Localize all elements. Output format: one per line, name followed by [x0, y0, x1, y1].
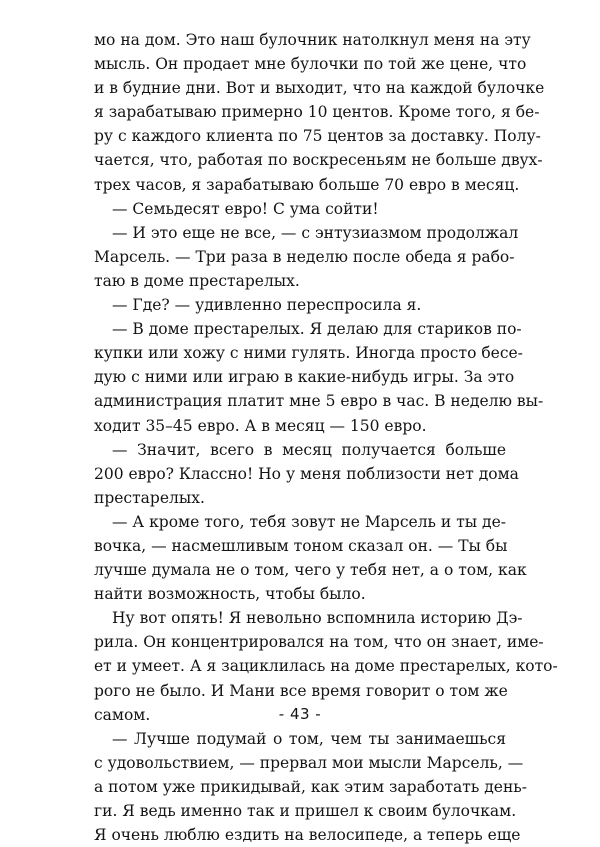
text-line: ходит 35–45 евро. А в месяц — 150 евро.	[94, 416, 427, 435]
text-line: вочка, — насмешливым тоном сказал он. — Ты бы	[94, 536, 508, 555]
text-line: а потом уже прикидывай, как этим заработать день-	[94, 777, 527, 796]
text-line: я зарабатываю примерно 10 центов. Кроме того, я бе-	[94, 103, 540, 122]
text-line: рила. Он концентрировался на том, что он знает, име-	[94, 633, 544, 652]
text-line: трех часов, я зарабатываю больше 70 евро в месяц.	[94, 175, 520, 194]
text-line: ру с каждого клиента по 75 центов за доставку. Полу-	[94, 127, 541, 146]
text-line: мо на дом. Это наш булочник натолкнул меня на эту	[94, 31, 531, 49]
text-line: дую с ними или играю в какие-нибудь игры. За это	[94, 368, 515, 387]
text-line: — А кроме того, тебя зовут не Марсель и ты де-	[112, 512, 506, 531]
text-line: Ну вот опять! Я невольно вспомнила историю Дэ-	[112, 609, 523, 628]
text-line: найти возможность, чтобы было.	[94, 585, 366, 604]
text-line: с удовольствием, — прервал мои мысли Марсель, —	[94, 753, 524, 772]
text-line: чается, что, работая по воскресеньям не больше двух-	[94, 151, 543, 170]
text-line: ги. Я ведь именно так и пришел к своим булочкам.	[94, 802, 517, 820]
text-line: 200 евро? Классно! Но у меня поблизости нет дома	[94, 464, 519, 483]
text-line: ет и умеет. А я зациклилась на доме престарелых, кото-	[94, 657, 558, 676]
text-line: — Лучше подумай о том, чем ты занимаешься	[112, 729, 506, 748]
text-line: самом.	[94, 705, 151, 724]
text-line: администрация платит мне 5 евро в час. В неделю вы-	[94, 392, 544, 411]
text-line: купки или хожу с ними гулять. Иногда просто бесе-	[94, 344, 523, 363]
page-number: - 43 -	[278, 705, 322, 723]
text-line: — Семьдесят евро! С ума сойти!	[112, 199, 379, 218]
text-line: — Значит, всего в месяц получается больше	[112, 440, 506, 459]
text-line: — Где? — удивленно переспросила я.	[112, 296, 422, 315]
text-line: рого не было. И Мани все время говорит о том же	[94, 681, 508, 700]
text-line: и в будние дни. Вот и выходит, что на каждой булочке	[94, 79, 545, 98]
text-line: Марсель. — Три раза в неделю после обеда я рабо-	[94, 247, 515, 266]
text-line: — И это еще не все, — с энтузиазмом продолжал	[112, 223, 519, 242]
text-line: Я очень люблю ездить на велосипеде, а теперь еще	[94, 826, 521, 845]
text-line: таю в доме престарелых.	[94, 271, 300, 290]
text-line: лучше думала не о том, чего у тебя нет, а о том, как	[94, 561, 527, 580]
body-text	[94, 28, 558, 847]
text-line: — В доме престарелых. Я делаю для стариков по-	[112, 320, 522, 339]
text-line: престарелых.	[94, 488, 205, 507]
text-line: мысль. Он продает мне булочки по той же цене, что	[94, 55, 527, 74]
